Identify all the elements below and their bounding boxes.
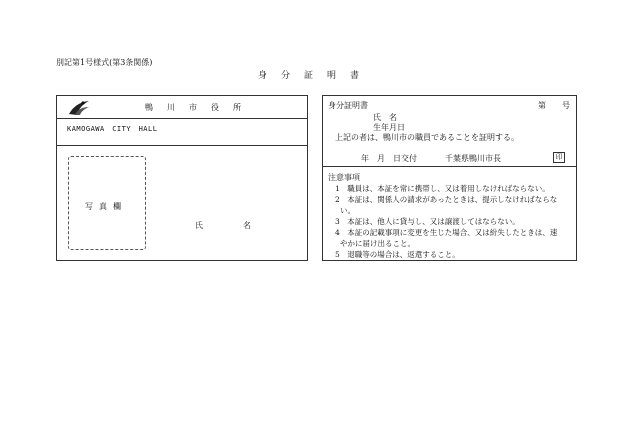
- official-seal: 印: [553, 152, 565, 163]
- photo-area: [68, 156, 146, 250]
- document-title: 身分証明書: [258, 71, 374, 81]
- back-name-label: 氏 名: [373, 113, 397, 122]
- city-emblem-icon: [67, 99, 91, 117]
- birth-date-label: 生年月日: [373, 123, 405, 132]
- cert-title: 身分証明書: [328, 101, 368, 110]
- note-item: 2 本証は、関係人の請求があったときは、提示しなければならな: [335, 195, 558, 204]
- front-name-label: 氏 名: [195, 221, 259, 230]
- number-label: 第 号: [538, 101, 570, 110]
- issuer-name: 千葉県鴨川市長: [445, 154, 501, 163]
- certification-statement: 上記の者は、鴨川市の職員であることを証明する。: [335, 133, 519, 142]
- note-item: 3 本証は、他人に貸与し、又は譲渡してはならない。: [335, 217, 520, 226]
- notes-title: 注意事項: [328, 173, 360, 182]
- note-item: 5 退職等の場合は、返還すること。: [335, 250, 460, 259]
- note-item: 4 本証の記載事項に変更を生じた場合、又は紛失したときは、速: [335, 228, 558, 237]
- office-name: 鴨川市役所: [145, 103, 255, 112]
- office-name-english: KAMOGAWA CITY HALL: [67, 125, 158, 133]
- form-reference: 別記第1号様式(第3条関係): [56, 58, 153, 67]
- back-divider: [323, 166, 576, 167]
- issue-date: 年 月 日交付: [361, 154, 417, 163]
- id-card-back: [322, 95, 577, 261]
- front-divider-bottom: [57, 145, 307, 146]
- note-item: い。: [340, 206, 355, 215]
- note-item: やかに届け出ること。: [340, 239, 415, 248]
- id-card-front: [56, 95, 308, 261]
- photo-label: 写真欄: [85, 202, 127, 211]
- note-item: 1 職員は、本証を常に携帯し、又は着用しなければならない。: [335, 184, 550, 193]
- front-divider-top: [57, 118, 307, 119]
